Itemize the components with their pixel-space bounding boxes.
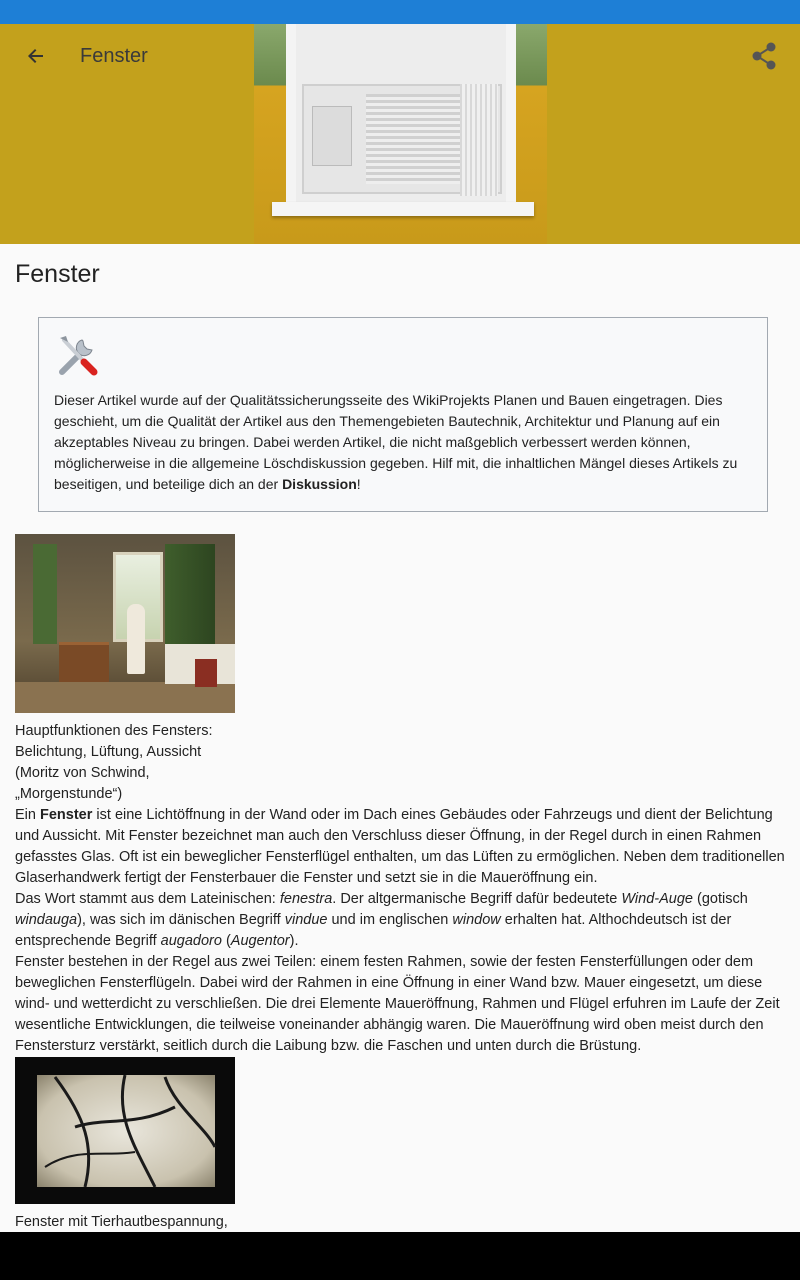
animal-skin-window-image[interactable] xyxy=(15,1057,235,1204)
share-button[interactable] xyxy=(746,40,782,72)
tools-icon xyxy=(54,332,100,378)
painting-person xyxy=(127,604,145,674)
image-caption: Fenster mit Tierhautbespannung, xyxy=(15,1214,228,1230)
italic-term: augadoro xyxy=(160,933,222,949)
window-lattice-graphic xyxy=(15,1057,235,1204)
discussion-link[interactable]: Diskussion xyxy=(282,476,357,492)
text-run: (gotisch xyxy=(692,891,748,907)
lead-image[interactable] xyxy=(254,24,547,244)
hero-side-vent xyxy=(460,84,498,196)
paragraph-intro xyxy=(15,805,790,889)
painting-chair xyxy=(195,659,217,687)
notice-suffix: ! xyxy=(356,476,361,492)
paragraph-construction: Fenster bestehen in der Regel aus zwei Teilen: einem festen Rahmen, sowie der festen Fensterfüllungen oder dem beweglichen Fensterflügeln. Dabei wird der Rahmen in eine Öffnung in einer Wand bzw. Mauer eingesetzt, um diese wind- und wetterdicht zu verschließen. Die drei Elemente Maueröffnung, Rahmen und Flügel erfuhren im Laufe der Zeit wesentliche Entwicklungen, die teilweise voneinander abhängig waren. Die Maueröffnung wird oben meist durch den Fenstersturz verstärkt, seitlich durch die Laibung bzw. die Faschen und unten durch die Brüstung. xyxy=(15,954,780,1054)
navigation-bar xyxy=(0,1232,800,1280)
back-button[interactable] xyxy=(16,44,56,68)
toolbar-title: Fenster xyxy=(80,45,148,67)
text-run: erhalten hat. Althochdeutsch ist der entsprechende Begriff xyxy=(15,912,732,949)
image-caption: Hauptfunktionen des Fensters: Belichtung, Lüftung, Aussicht (Moritz von Schwind, „Morgenstunde“) xyxy=(15,723,213,802)
morgenstunde-image[interactable] xyxy=(15,534,235,713)
text-run: Das Wort stammt aus dem Lateinischen: xyxy=(15,891,280,907)
text-run: ( xyxy=(221,933,231,949)
text-run: und im englischen xyxy=(327,912,453,928)
ac-control-panel xyxy=(312,106,352,166)
italic-term: vindue xyxy=(284,912,328,928)
share-icon xyxy=(750,41,778,71)
text-run: ), was sich im dänischen Begriff xyxy=(77,912,285,928)
painting-dresser xyxy=(59,642,109,682)
italic-term: windauga xyxy=(15,912,78,928)
article-content xyxy=(15,534,790,1233)
text-run: ). xyxy=(289,933,299,949)
text-run: ist eine Lichtöffnung in der Wand oder im Dach eines Gebäudes oder Fahrzeugs und dient der Belichtung und Aussicht. Mit Fenster bezeichnet man auch den Verschluss dieser Öffnung, in der Regel durch in einen Rahmen gefasstes Glas. Oft ist ein beweglicher Fensterflügel enthalten, um das Lüften zu ermöglichen. Neben dem traditionellen Glaserhandwerk fertigt der Fensterbauer die Fenster und setzt sie in die Maueröffnung ein. xyxy=(15,807,785,886)
text-run: . Der altgermanische Begriff dafür bedeutete xyxy=(332,891,622,907)
notice-body: Dieser Artikel wurde auf der Qualitätssicherungsseite des WikiProjekts Planen und Bauen eingetragen. Dies geschieht, um die Qualität der Artikel aus den Themengebieten Bautechnik, Architektur und Planung auf ein akzeptables Niveau zu bringen. Dabei werden Artikel, die nicht maßgeblich verbessert werden können, möglicherweise in die allgemeine Löschdiskussion gegeben. Hilf mit, die inhaltlichen Mängel dieses Artikels zu beseitigen, und beteilige dich an der xyxy=(54,392,738,492)
status-bar xyxy=(0,0,800,24)
italic-term: window xyxy=(452,912,501,928)
article-header xyxy=(0,24,800,244)
italic-term: fenestra xyxy=(279,891,333,907)
hero-window-sill xyxy=(272,202,534,216)
bold-term: Fenster xyxy=(40,807,93,823)
page-title: Fenster xyxy=(15,260,100,288)
arrow-back-icon xyxy=(26,46,46,66)
quality-notice-box xyxy=(38,317,768,512)
painting-curtain-left xyxy=(33,544,57,644)
italic-term: Augentor xyxy=(230,933,290,949)
notice-text xyxy=(54,390,752,495)
italic-term: Wind-Auge xyxy=(621,891,693,907)
text-run: Ein xyxy=(15,807,40,823)
paragraph-etymology xyxy=(15,889,790,952)
